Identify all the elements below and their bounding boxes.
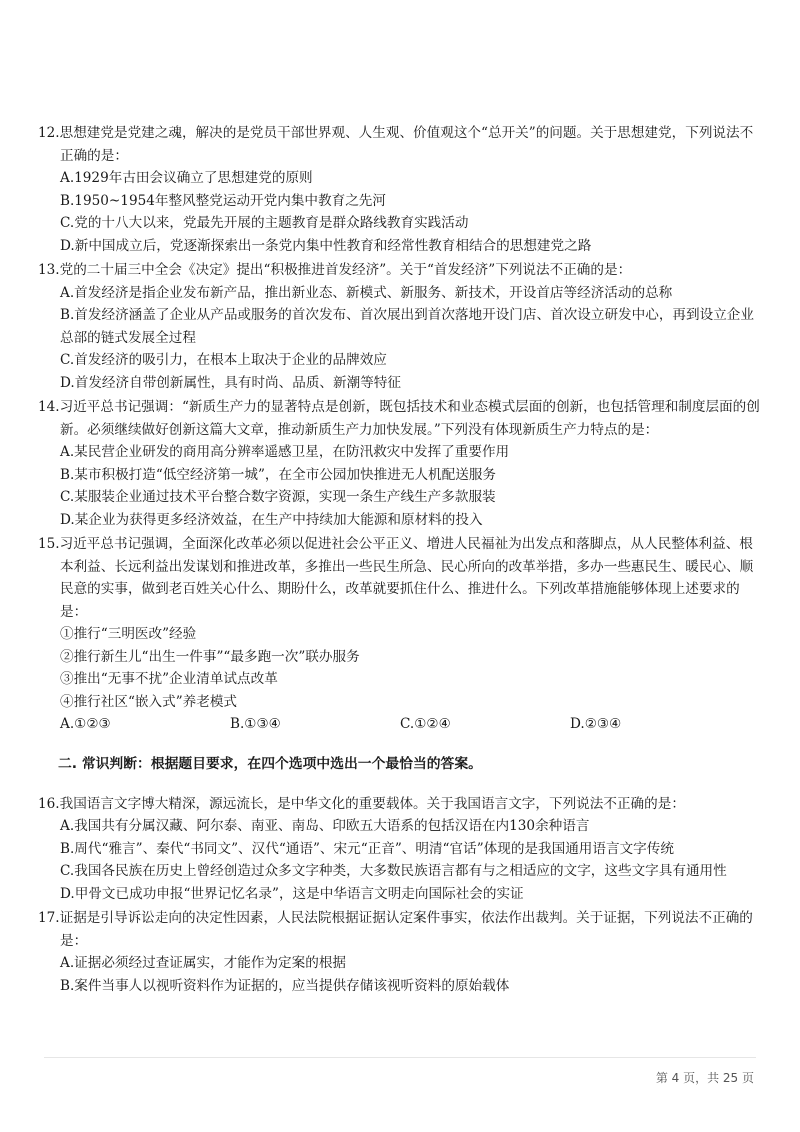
- statement-2: ②推行新生儿“出生一件事”“最多跑一次”联办服务: [60, 648, 360, 665]
- statement-1: ①推行“三明医改”经验: [60, 626, 197, 642]
- option-b: B.1950~1954年整风整党运动开党内集中教育之先河: [60, 192, 386, 209]
- question-17: [38, 907, 763, 997]
- choice-b: B.①③④: [230, 716, 281, 732]
- option-c: C.首发经济的吸引力，在根本上取决于企业的品牌效应: [60, 352, 387, 368]
- footer-divider: [44, 1057, 756, 1058]
- option-d: D.新中国成立后，党逐渐探索出一条党内集中性教育和经常性教育相结合的思想建党之路: [60, 237, 592, 254]
- question-13: [38, 259, 763, 394]
- question-14: [38, 396, 763, 531]
- option-c: C.我国各民族在历史上曾经创造过众多文字种类，大多数民族语言都有与之相适应的文字，这些文字具有通用性: [60, 863, 727, 879]
- option-d: D.甲骨文已成功申报“世界记忆名录”，这是中华语言文明走向国际社会的实证: [60, 885, 524, 902]
- option-a: A.1929年古田会议确立了思想建党的原则: [60, 170, 313, 186]
- question-12: [38, 122, 763, 257]
- option-a: A.某民营企业研发的商用高分辨率遥感卫星，在防汛救灾中发挥了重要作用: [60, 444, 510, 460]
- question-stem: 17.证据是引导诉讼走向的决定性因素，人民法院根据证据认定案件事实，依法作出裁判。关于证据，下列说法不正确的是：: [38, 910, 753, 949]
- statement-4: ④推行社区“嵌入式”养老模式: [60, 693, 238, 710]
- question-stem: 16.我国语言文字博大精深，源远流长，是中华文化的重要载体。关于我国语言文字，下列说法不正确的是：: [38, 795, 685, 812]
- question-stem: 14.习近平总书记强调：“新质生产力的显著特点是创新，既包括技术和业态模式层面的创新，也包括管理和制度层面的创新。必须继续做好创新这篇大文章，推动新质生产力加快发展。”下列没有体现新质生产力特点的是：: [38, 399, 760, 438]
- option-d: D.某企业为获得更多经济效益，在生产中持续加大能源和原材料的投入: [60, 511, 483, 528]
- choice-d: D.②③④: [570, 716, 622, 732]
- option-c: C.党的十八大以来，党最先开展的主题教育是群众路线教育实践活动: [60, 215, 469, 231]
- answer-choices: [38, 713, 763, 736]
- option-a: A.证据必须经过查证属实，才能作为定案的根据: [60, 955, 347, 971]
- option-c: C.某服装企业通过技术平台整合数字资源，实现一条生产线生产多款服装: [60, 489, 496, 505]
- choice-c: C.①②④: [400, 716, 451, 732]
- question-stem: 12.思想建党是党建之魂，解决的是党员干部世界观、人生观、价值观这个“总开关”的问题。关于思想建党，下列说法不正确的是：: [38, 125, 754, 164]
- page-content: [38, 122, 763, 999]
- option-b: B.周代“雅言”、秦代“书同文”、汉代“通语”、宋元“正音”、明清“官话”体现的是我国通用语言文字传统: [60, 840, 674, 857]
- section-title: 二. 常识判断：根据题目要求，在四个选项中选出一个最恰当的答案。: [58, 755, 482, 772]
- option-a: A.首发经济是指企业发布新产品，推出新业态、新模式、新服务、新技术，开设首店等经济活动的总称: [60, 284, 673, 301]
- question-15: [38, 533, 763, 736]
- option-d: D.首发经济自带创新属性，具有时尚、品质、新潮等特征: [60, 374, 401, 391]
- option-b: B.案件当事人以视听资料作为证据的，应当提供存储该视听资料的原始载体: [60, 977, 510, 994]
- statement-3: ③推出“无事不扰”企业清单试点改革: [60, 671, 278, 687]
- question-stem: 13.党的二十届三中全会《决定》提出“积极推进首发经济”。关于“首发经济”下列说法不正确的是：: [38, 262, 632, 278]
- question-16: [38, 793, 763, 906]
- choice-a: A.①②③: [60, 716, 111, 732]
- option-a: A.我国共有分属汉藏、阿尔泰、南亚、南岛、印欧五大语系的包括汉语在内130余种语言: [60, 818, 590, 834]
- option-b: B.某市积极打造“低空经济第一城”，在全市公园加快推进无人机配送服务: [60, 466, 497, 483]
- page-number: 第 4 页，共 25 页: [655, 1071, 754, 1085]
- option-b: B.首发经济涵盖了企业从产品或服务的首次发布、首次展出到首次落地开设门店、首次设立研发中心，再到设立企业总部的链式发展全过程: [60, 307, 754, 346]
- question-stem: 15.习近平总书记强调，全面深化改革必须以促进社会公平正义、增进人民福祉为出发点和落脚点，从人民整体利益、根本利益、长远利益出发谋划和推进改革，多推出一些民生所急、民心所向的改革举措，多办一些惠民生、暖民心、顺民意的实事，做到老百姓关心什么、期盼什么，改革就要抓住什么、推进什么。下列改革措施能够体现上述要求的是：: [38, 536, 754, 620]
